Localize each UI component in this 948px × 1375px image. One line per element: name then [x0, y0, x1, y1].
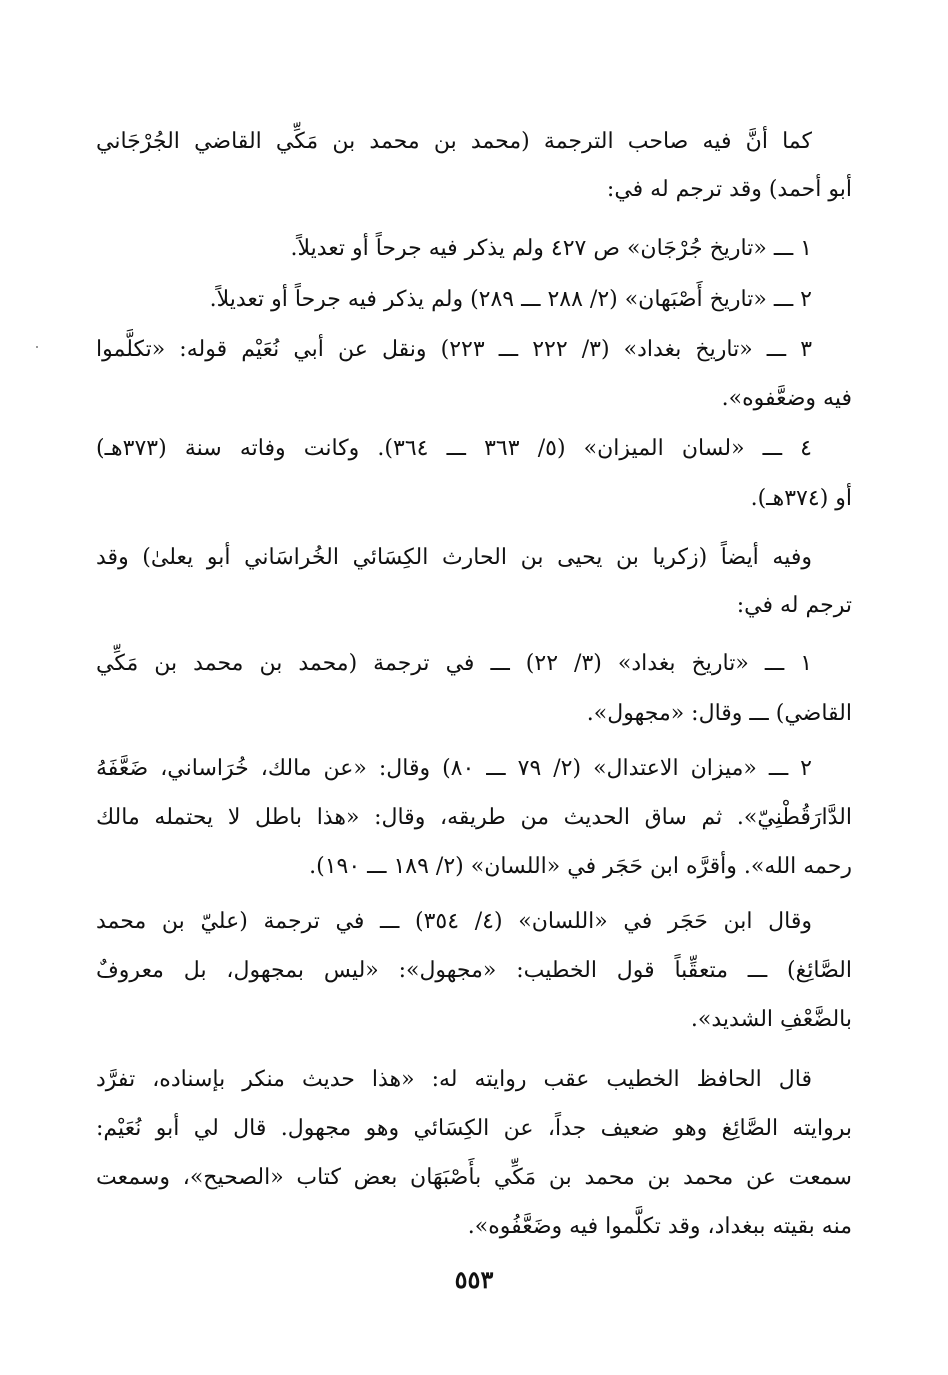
list-item: ٤ ـــ «لسان الميزان» (٥/ ٣٦٣ ـــ ٣٦٤). وكانت وفاته سنة (٣٧٣هـ) — [96, 436, 812, 461]
text-line: بالضَّعْفِ الشديد». — [690, 1007, 852, 1032]
text-line: قال الحافظ الخطيب عقب روايته له: «هذا حديث منكر بإسناده، تفرَّد — [96, 1067, 812, 1092]
text-line: سمعت عن محمد بن محمد بن مَكِّي بأَصْبَهَان بعض كتاب «الصحيح»، وسمعت — [96, 1165, 852, 1190]
text-line: وقال ابن حَجَر في «اللسان» (٤/ ٣٥٤) ـــ في ترجمة (عليّ بن محمد — [96, 909, 813, 934]
text-line: بروايته الصَّائِغ وهو ضعيف جداً، عن الكِسَائي وهو مجهول. قال لي أبو نُعَيْم: — [96, 1116, 852, 1141]
text-line: منه بقيته ببغداد، وقد تكلَّموا فيه وضَعَّفُوه». — [467, 1214, 852, 1239]
list-item: ٢ ـــ «تاريخ أَصْبَهان» (٢/ ٢٨٨ ـــ ٢٨٩) ولم يذكر فيه جرحاً أو تعديلاً. — [209, 287, 812, 312]
text-line: فيه وضعَّفوه». — [721, 386, 852, 411]
text-line: وفيه أيضاً (زكريا بن يحيى بن الحارث الكِسَائي الخُراسَاني أبو يعلىٰ) وقد — [96, 545, 812, 570]
text-line: أبو أحمد) وقد ترجم له في: — [606, 177, 852, 202]
text-line: ترجم له في: — [736, 593, 852, 618]
text-line: القاضي) ـــ وقال: «مجهول». — [586, 701, 852, 726]
text-line: كما أنَّ فيه صاحب الترجمة (محمد بن محمد بن مَكِّي القاضي الجُرْجَاني — [96, 129, 812, 154]
text-line: رحمه الله». وأقرَّه ابن حَجَر في «اللسان» (٢/ ١٨٩ ـــ ١٩٠). — [309, 854, 852, 879]
list-item: ٣ ـــ «تاريخ بغداد» (٣/ ٢٢٢ ـــ ٢٢٣) ونقل عن أبي نُعَيْم قوله: «تكلَّموا — [96, 337, 813, 362]
page-number: ٥٥٣ — [454, 1265, 494, 1294]
text-line: الصَّائِغ) ـــ متعقِّباً قول الخطيب: «مجهول»: «ليس بمجهول، بل معروفٌ — [96, 958, 852, 983]
scan-speck — [36, 346, 38, 348]
list-item: ٢ ـــ «ميزان الاعتدال» (٢/ ٧٩ ـــ ٨٠) وقال: «عن مالك، خُرَاساني، ضَعَّفَهُ — [96, 756, 812, 781]
list-item: ١ ـــ «تاريخ جُرْجَان» ص ٤٢٧ ولم يذكر فيه جرحاً أو تعديلاً. — [290, 236, 812, 261]
text-line: الدَّارَقُطْنِيّ». ثم ساق الحديث من طريقه، وقال: «هذا باطل لا يحتمله مالك — [96, 805, 852, 830]
text-line: أو (٣٧٤هـ). — [750, 486, 852, 511]
list-item: ١ ـــ «تاريخ بغداد» (٣/ ٢٢) ـــ في ترجمة (محمد بن محمد بن مَكِّي — [96, 651, 813, 676]
